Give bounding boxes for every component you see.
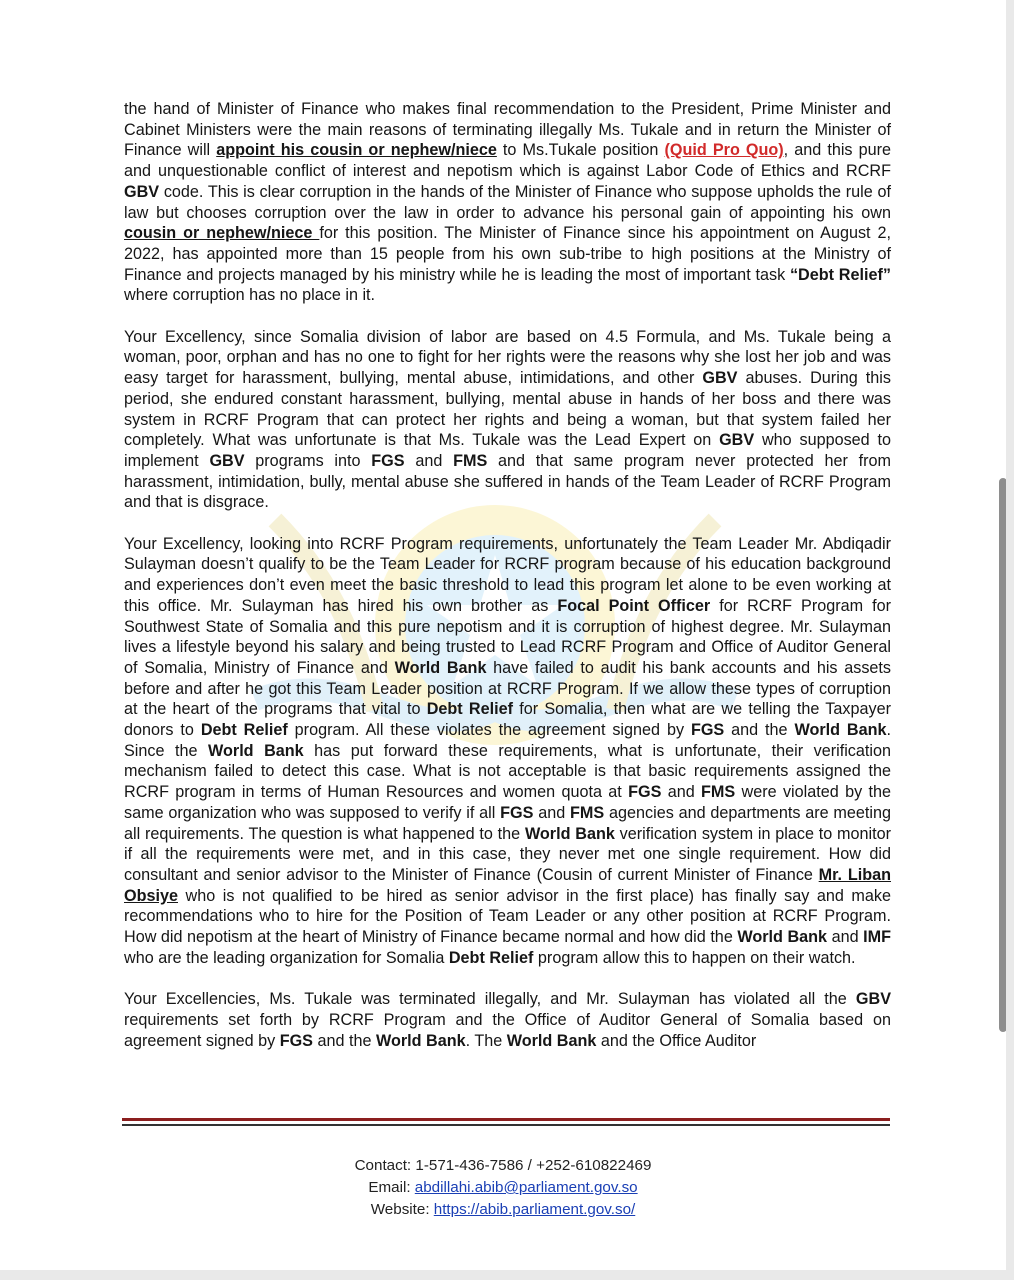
email-link[interactable]: abdillahi.abib@parliament.gov.so [414,1179,638,1196]
paragraph-2: Your Excellency, since Somalia division of labor are based on 4.5 Formula, and Ms. Tukale being a woman, poor, orphan and has no one to fight for her rights were the reasons why she lost her job and was easy target for harassment, bullying, mental abuse, intimidations, and other GBV abuses. During this period, she endured constant harassment, bullying, mental abuse in hands of her boss and there was system in RCRF Program that can protect her rights and being a woman, but that system failed her completely. What was unfortunate is that Ms. Tukale was the Lead Expert on GBV who supposed to implement GBV programs into FGS and FMS and that same program never protected her from harassment, intimidation, bully, mental abuse she suffered in hands of the Team Leader of RCRF Program and that is disgrace. [124,327,891,512]
contact-phone: Contact: 1-571-436-7586 / +252-610822469 [354,1157,652,1174]
quid-pro-quo: (Quid Pro Quo) [664,141,784,160]
website-link[interactable]: https://abib.parliament.gov.so/ [433,1201,636,1218]
contact-website-line: Website: https://abib.parliament.gov.so/ [370,1201,636,1218]
contact-email-line: Email: abdillahi.abib@parliament.gov.so [368,1179,638,1196]
paragraph-1: the hand of Minister of Finance who makes final recommendation to the President, Prime Minister and Cabinet Ministers were the main reasons of terminating illegally Ms. Tukale and in return the Minister of Finance will appoint his cousin or nephew/niece to Ms.Tukale position (Quid Pro Quo), and this pure and unquestionable conflict of interest and nepotism which is against Labor Code of Ethics and RCRF GBV code. This is clear corruption in the hands of the Minister of Finance who suppose upholds the rule of law but chooses corruption over the law in order to advance his personal gain of appointing his own cousin or nephew/niece for this position. The Minister of Finance since his appointment on August 2, 2022, has appointed more than 15 people from his own sub-tribe to high positions at the Ministry of Finance and projects managed by his ministry while he is leading the most of important task “Debt Relief” where corruption has no place in it. [124,100,891,305]
letter-body [124,99,891,1072]
footer-divider-red [122,1118,890,1121]
footer-divider-dark [122,1124,890,1126]
scrollbar-thumb[interactable] [999,478,1006,1032]
paragraph-4: Your Excellencies, Ms. Tukale was terminated illegally, and Mr. Sulayman has violated all the GBV requirements set forth by RCRF Program and the Office of Auditor General of Somalia based on agreement signed by FGS and the World Bank. The World Bank and the Office Auditor [124,990,891,1050]
paragraph-3: Your Excellency, looking into RCRF Program requirements, unfortunately the Team Leader Mr. Abdiqadir Sulayman doesn’t qualify to be the Team Leader for RCRF program because of his education background and experiences don’t even meet the basic threshold to lead this program let alone to be even working at this office. Mr. Sulayman has hired his own brother as Focal Point Officer for RCRF Program for Southwest State of Somalia and this pure nepotism and it is corruption of highest degree. Mr. Sulayman lives a lifestyle beyond his salary and being trusted to Lead RCRF Program and Office of Auditor General of Somalia, Ministry of Finance and World Bank have failed to audit his bank accounts and his assets before and after he got this Team Leader position at RCRF Program. If we allow these types of corruption at the heart of the programs that vital to Debt Relief for Somalia, then what are we telling the Taxpayer donors to Debt Relief program. All these violates the agreement signed by FGS and the World Bank. Since the World Bank has put forward these requirements, what is unfortunate, their verification mechanism failed to detect this case. What is not acceptable is that basic requirements assigned the RCRF program in terms of Human Resources and women quota at FGS and FMS were violated by the same organization who was supposed to verify if all FGS and FMS agencies and departments are meeting all requirements. The question is what happened to the World Bank verification system in place to monitor if all the requirements were met, and in this case, they never met one single requirement. How did consultant and senior advisor to the Minister of Finance (Cousin of current Minister of Finance Mr. Liban Obsiye who is not qualified to be hired as senior advisor in the first place) has finally say and make recommendations who to hire for the Position of Team Leader or any other position at RCRF Program. How did nepotism at the heart of Ministry of Finance became normal and how did the World Bank and IMF who are the leading organization for Somalia Debt Relief program allow this to happen on their watch. [124,534,892,967]
footer-contact [0,1155,1006,1221]
